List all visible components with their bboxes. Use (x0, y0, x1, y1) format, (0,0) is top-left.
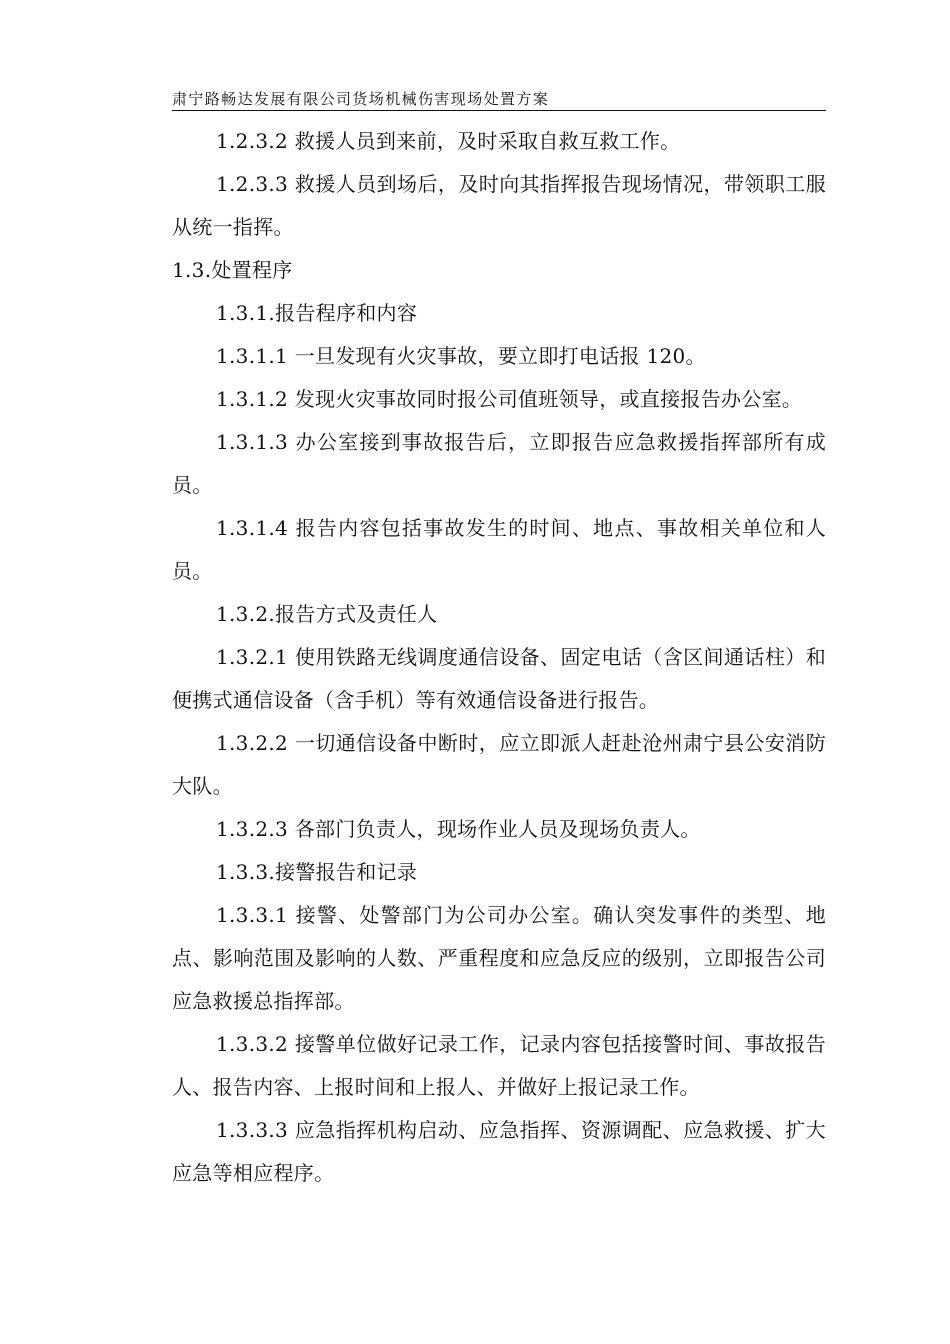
subsection-heading-1-3-2: 1.3.2.报告方式及责任人 (216, 602, 438, 626)
section-heading-1-3: 1.3.处置程序 (172, 258, 293, 282)
paragraph-1-3-2-1: 1.3.2.1 使用铁路无线调度通信设备、固定电话（含区间通话柱）和便携式通信设备（含手机）等有效通信设备进行报告。 (172, 645, 826, 712)
header-divider (172, 110, 826, 111)
paragraph-1-3-3-3: 1.3.3.3 应急指挥机构启动、应急指挥、资源调配、应急救援、扩大应急等相应程序。 (172, 1118, 826, 1185)
paragraph-1-3-3-1: 1.3.3.1 接警、处警部门为公司办公室。确认突发事件的类型、地点、影响范围及影响的人数、严重程度和应急反应的级别，立即报告公司应急救援总指挥部。 (172, 903, 826, 1013)
subsection-heading-1-3-1: 1.3.1.报告程序和内容 (216, 301, 418, 325)
paragraph-1-3-1-3: 1.3.1.3 办公室接到事故报告后，立即报告应急救援指挥部所有成员。 (172, 430, 826, 497)
document-title: 肃宁路畅达发展有限公司货场机械伤害现场处置方案 (172, 90, 550, 108)
paragraph-1-2-3-2: 1.2.3.2 救援人员到来前，及时采取自救互救工作。 (216, 129, 681, 153)
paragraph-1-3-2-2: 1.3.2.2 一切通信设备中断时，应立即派人赶赴沧州肃宁县公安消防大队。 (172, 731, 826, 798)
paragraph-1-3-1-4: 1.3.1.4 报告内容包括事故发生的时间、地点、事故相关单位和人员。 (172, 516, 826, 583)
paragraph-1-2-3-3: 1.2.3.3 救援人员到场后，及时向其指挥报告现场情况，带领职工服从统一指挥。 (172, 172, 826, 239)
paragraph-1-3-1-1: 1.3.1.1 一旦发现有火灾事故，要立即打电话报 120。 (216, 344, 706, 368)
document-body (172, 120, 826, 1195)
paragraph-1-3-2-3: 1.3.2.3 各部门负责人，现场作业人员及现场负责人。 (216, 817, 701, 841)
paragraph-1-3-3-2: 1.3.3.2 接警单位做好记录工作，记录内容包括接警时间、事故报告人、报告内容、上报时间和上报人、并做好上报记录工作。 (172, 1032, 826, 1099)
subsection-heading-1-3-3: 1.3.3.接警报告和记录 (216, 860, 418, 884)
paragraph-1-3-1-2: 1.3.1.2 发现火灾事故同时报公司值班领导，或直接报告办公室。 (216, 387, 803, 411)
page-header (172, 86, 826, 112)
